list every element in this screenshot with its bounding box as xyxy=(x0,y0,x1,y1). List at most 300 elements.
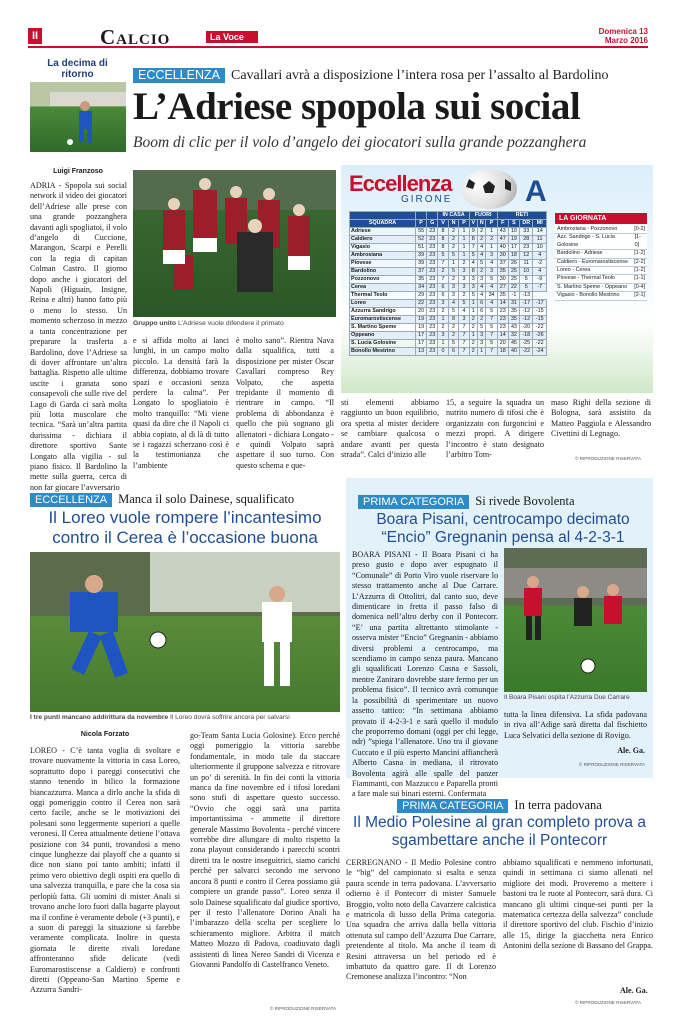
loreo-col-2: go-Team Santa Lucia Golosine). Ecco perché oggi pomeriggio la vittoria sarebbe fondamentale, in modo tale da staccare ulteriormente il gruppone salvezza e ritrovare un po’ di serenità. In fin dei conti la vittoria manca da fine novembre ed i tifosi loredani sono stufi di aspettare questo successo. “Ovvio che oggi sarà una partita importantissima - ammette il direttore generale Massimo Bovolenta - perché vincere vorrebbe dire allungare di molto rispetto la zona playout considerando i parecchi scontri diretti tra le nostre inseguitrici, siamo carichi perché per salvarci secondo me servono ancora 8 punti e contro il Cerea possiamo già compiere un grande passo”. Loreo senza il solo Dainese squalificato dal giudice sportivo, per il resto l’allenatore Dorino Anali ha l’imbarazzo della scelta per scegliere lo schieramento migliore. Arbitra il match Matteo Mozzo di Padova, coadiuvato dagli assistenti di linea Nereo Sandri di Vicenza e Giovanni Pandolfo di Castelfranco Veneto. xyxy=(190,731,340,969)
standings-cell: 1 xyxy=(459,236,469,244)
standings-cell: 5 xyxy=(477,324,486,332)
standings-cell: 5 xyxy=(459,300,469,308)
team-name: Bonollo Mestrino xyxy=(350,348,416,356)
standings-row xyxy=(350,284,547,292)
match-result xyxy=(555,234,647,250)
standings-cell: 1 xyxy=(477,348,486,356)
match-teams: Loreo - Cerea xyxy=(557,267,591,274)
standings-cell: 18 xyxy=(508,252,519,260)
standings-cell: 5 xyxy=(448,308,459,316)
standings-cell: 6 xyxy=(477,300,486,308)
standings-cell: 2 xyxy=(438,268,448,276)
standings-cell: -7 xyxy=(533,284,547,292)
standings-column-header: V xyxy=(438,220,448,228)
standings-cell: -12 xyxy=(520,316,533,324)
standings-row xyxy=(350,292,547,300)
standings-cell: 23 xyxy=(427,236,438,244)
standings-cell: 22 xyxy=(508,284,519,292)
match-score: [2-1] xyxy=(634,292,645,299)
match-result xyxy=(555,259,647,267)
standings-cell: 23 xyxy=(497,316,508,324)
standings-column-header: P xyxy=(416,220,427,228)
standings-cell: 1 xyxy=(448,260,459,268)
standings-cell: 7 xyxy=(438,260,448,268)
standings-cell: 19 xyxy=(416,324,427,332)
standings-cell: 3 xyxy=(459,276,469,284)
boara-caption: Il Boara Pisani ospita l’Azzurra Due Carrare xyxy=(504,694,630,701)
standings-cell: 34 xyxy=(486,292,497,300)
page-header xyxy=(28,26,648,48)
standings-cell: 10 xyxy=(520,268,533,276)
match-score: [1-0] xyxy=(634,234,641,248)
standings-cell: 12 xyxy=(520,252,533,260)
standings-cell: 1 xyxy=(469,332,477,340)
standings-group-header: IN CASA xyxy=(438,212,469,220)
section-marker: II xyxy=(28,28,42,44)
standings-cell: 2 xyxy=(438,324,448,332)
standings-cell: 3 xyxy=(469,284,477,292)
standings-cell: 20 xyxy=(416,308,427,316)
standings-cell: 7 xyxy=(459,348,469,356)
main-kicker xyxy=(133,66,653,82)
standings-cell: 7 xyxy=(469,244,477,252)
boara-kicker-text: Si rivede Bovolenta xyxy=(475,494,575,508)
standings-cell: 23 xyxy=(497,324,508,332)
standings-cell: 26 xyxy=(508,260,519,268)
standings-cell: 8 xyxy=(438,244,448,252)
standings-cell: 23 xyxy=(427,260,438,268)
standings-cell: 3 xyxy=(486,252,497,260)
standings-group-header: RETI xyxy=(497,212,546,220)
standings-cell: 3 xyxy=(486,268,497,276)
standings-cell: -22 xyxy=(520,348,533,356)
standings-cell: 52 xyxy=(416,236,427,244)
boara-tag: PRIMA CATEGORIA xyxy=(358,495,469,509)
standings-cell: -2 xyxy=(533,260,547,268)
standings-cell: 2 xyxy=(459,260,469,268)
standings-cell: 8 xyxy=(448,316,459,324)
standings-cell: 3 xyxy=(477,276,486,284)
standings-row xyxy=(350,252,547,260)
ball-pattern xyxy=(461,169,517,209)
standings-cell: 17 xyxy=(416,340,427,348)
standings-row xyxy=(350,236,547,244)
team-name: Euromarostiscense xyxy=(350,316,416,324)
standings-row xyxy=(350,348,547,356)
standings-cell: 43 xyxy=(508,324,519,332)
standings-cell: 25 xyxy=(508,268,519,276)
standings-cell: 2 xyxy=(477,268,486,276)
loreo-copyright: © RIPRODUZIONE RISERVATA xyxy=(270,1006,337,1011)
standings-cell: 35 xyxy=(508,308,519,316)
standings-cell: 2 xyxy=(477,316,486,324)
team-name: S. Lucia Golosine xyxy=(350,340,416,348)
standings-cell: 5 xyxy=(520,284,533,292)
medio-col-1: CERREGNANO - Il Medio Polesine contro le “big” del campionato si esalta e senza paura scende in terra padovana. L’avversario odierno è il Pontecorr di mister Samuele Broggio, volto noto della Cavarzere calcistica e matricola di lusso della Prima categoria. Una squadra che arriva dalla bella vittoria ottenuta sul campo dell’Azzurra Due Carrare, pretendente al titolo. Ma anche il team di Resini attraversa un bel periodo ed è imbattuto da quattro gare. Il dt Lorenzo Cremonese analizza l’incontro: “Non xyxy=(346,858,496,982)
standings-cell: 5 xyxy=(469,292,477,300)
standings-column-header: SQUADRA xyxy=(350,220,416,228)
standings-cell: 2 xyxy=(469,340,477,348)
main-col-3: è molto sano”. Rientra Nava dalla squalifica, tutti a disposizione per mister Oscar Cavallari compreso Rey Volpato, che aspetta trepidante il momento di rientrare in campo. “Il problema di abbondanza è quello che più sognano gli allenatori - dichiara Longato - e quindi Volpato saprà aspettare il suo turno. Con questo schema e que- xyxy=(236,336,334,470)
standings-cell: 23 xyxy=(427,268,438,276)
standings-cell: 23 xyxy=(520,244,533,252)
standings-cell: 28 xyxy=(520,236,533,244)
standings-cell: 11 xyxy=(533,236,547,244)
main-col-5: 15, a seguire la squadra un nutrito numero di tifosi che è organizzato con furgoncini e mezzi propri. A dirigere l’incontro è stato designato l’arbitro Tom- xyxy=(446,398,544,460)
match-result xyxy=(555,292,647,300)
loreo-caption-text: Il Loreo dovrà soffrire ancora per salvarsi xyxy=(169,714,290,721)
standings-cell: 33 xyxy=(520,228,533,236)
loreo-kicker xyxy=(30,490,340,506)
standings-cell: -24 xyxy=(533,348,547,356)
standings-cell: 35 xyxy=(508,316,519,324)
team-name: Vigasio xyxy=(350,244,416,252)
team-name: Piovese xyxy=(350,260,416,268)
standings-cell: 3 xyxy=(477,332,486,340)
standings-cell: 2 xyxy=(486,236,497,244)
standings-cell: 2 xyxy=(469,316,477,324)
standings-cell: 4 xyxy=(486,284,497,292)
standings-cell: 1 xyxy=(469,308,477,316)
main-photo xyxy=(133,170,336,317)
standings-cell: 40 xyxy=(497,244,508,252)
team-name: Azzurra Sandrigo xyxy=(350,308,416,316)
team-name: Bardolino xyxy=(350,268,416,276)
match-result xyxy=(555,226,647,234)
main-kicker-text: Cavallari avrà a disposizione l’intera rosa per l’assalto al Bardolino xyxy=(230,68,609,83)
side-photo xyxy=(30,82,126,152)
standings-table-wrap xyxy=(349,211,547,356)
giornata-list xyxy=(555,226,647,301)
standings-cell: 3 xyxy=(459,316,469,324)
standings-cell: 13 xyxy=(416,348,427,356)
match-result xyxy=(555,284,647,292)
standings-cell: 2 xyxy=(469,348,477,356)
team-name: Thermal Teolo xyxy=(350,292,416,300)
standings-cell: 31 xyxy=(508,300,519,308)
standings-cell: -17 xyxy=(533,300,547,308)
boara-col-1: BOARA PISANI - Il Boara Pisani ci ha preso gusto e dopo aver espugnato il “Comunale” di Porto Viro vuole riservare lo stesso trattamento anche al Due Carrare. L’Azzurra di Ottolitri, dal canto suo, deve dimenticare in fretta il passo falso di domenica nell’altro derby con il Pontecorr. “E’ una partita altrettanto stimolante - osserva mister “Encio” Gregnanin - abbiamo diversi problemi a centrocampo, ma scendiamo in campo senza paura. Mancano gli squalificati Lorenzo Casna e Sassoli, mentre Zaniraro dovrebbe stare fermo per un problema fisico”. Il tecnico avrà comunque la possibilità di sperimentare un nuovo assetto tattico: “In settimana abbiamo provato il 4-2-3-1 e sarà quello il modulo che proporremo domani (oggi per chi legge, ndr) ”spiega l’allenatore. Uno tra il giovane Cuccato e il più esperto Mancini affiancherà Alberto Casna in mediana, il ritrovato Bovolenta agirà alle spalle del panzer Fiammanti, con Mazzucco e Paparella pronti a fare male sui binari esterni. Confermata xyxy=(352,550,498,799)
caption-bold: Gruppo unito xyxy=(133,320,177,327)
standings-cell: -1 xyxy=(508,292,519,300)
standings-cell: 43 xyxy=(497,228,508,236)
standings-cell: 3 xyxy=(438,332,448,340)
standings-column-header: P xyxy=(459,220,469,228)
standings-cell: 47 xyxy=(497,236,508,244)
newspaper-name: La Voce xyxy=(206,31,258,43)
standings-column-header: DR xyxy=(520,220,533,228)
main-col-6: maso Righi della sezione di Bologna, sarà assistito da Matteo Paggiola e Alessandro Civettini di Legnago. xyxy=(551,398,651,439)
loreo-kicker-text: Manca il solo Dainese, squalificato xyxy=(118,492,295,506)
standings-cell: 8 xyxy=(469,268,477,276)
standings-row xyxy=(350,268,547,276)
standings-cell: 1 xyxy=(438,340,448,348)
standings-cell: 5 xyxy=(486,276,497,284)
celebration-image xyxy=(133,170,336,317)
match-score: [2-2] xyxy=(634,258,645,265)
loreo-title: Il Loreo vuole rompere l’incantesimo contro il Cerea è l’occasione buona xyxy=(48,508,322,547)
standings-cell: 8 xyxy=(438,236,448,244)
giornata-box xyxy=(555,213,647,301)
standings-cell: 23 xyxy=(427,252,438,260)
medio-col-2: abbiamo squalificati e nemmeno infortunati, quindi in settimana ci siamo allenati nel migliore dei modi. Proveremo a mettere i bastoni tra le ruote al Pontecorr, sarà dura. Ci mancano gli ultimi cinque-sei punti per la matematica certezza della salvezza” conclude il direttore sportivo del club. Fischio d’inizio alle 15, dirige la giacchetta nera Enrico Antonini della sezione di Bassano del Grappa. xyxy=(503,858,653,951)
giornata-title: LA GIORNATA xyxy=(555,213,647,224)
main-tag: ECCELLENZA xyxy=(133,68,225,83)
standings-row xyxy=(350,340,547,348)
standings-cell: -20 xyxy=(520,324,533,332)
loreo-photo xyxy=(30,552,340,712)
standings-cell: 23 xyxy=(427,348,438,356)
standings-group-header: FUORI xyxy=(469,212,497,220)
standings-cell: 4 xyxy=(486,260,497,268)
standings-cell: 17 xyxy=(416,332,427,340)
standings-cell: 22 xyxy=(416,300,427,308)
boara-box xyxy=(346,478,653,799)
standings-cell: -22 xyxy=(533,324,547,332)
team-name: Caldiero xyxy=(350,236,416,244)
standings-cell: 1 xyxy=(486,244,497,252)
main-subtitle: Boom di clic per il volo d’angelo dei giocatori sulla grande pozzanghera xyxy=(133,134,587,151)
standings-cell: 2 xyxy=(459,292,469,300)
standings-cell: 23 xyxy=(427,228,438,236)
standings-cell: 6 xyxy=(438,284,448,292)
standings-cell: 6 xyxy=(477,308,486,316)
main-photo-caption xyxy=(133,320,336,327)
boara-col-2: tutta la linea difensiva. La sfida padovana in riva all’Adige sarà diretta dal fischietto Luca Selvatici della sezione di Rovigo. xyxy=(504,710,647,740)
medio-kicker xyxy=(346,796,653,814)
loreo-caption-bold: I tre punti mancano addirittura da novembre xyxy=(30,714,169,721)
standings-column-header: P xyxy=(486,220,497,228)
standings-cell: 4 xyxy=(459,308,469,316)
player-image xyxy=(30,82,126,152)
main-col-4: sti elementi abbiamo raggiunto un buon equilibrio, ora spetta al mister decidere se cambiare qualcosa o andare avanti per questa strada”. Calci d’inizio alle xyxy=(341,398,439,460)
main-copyright: © RIPRODUZIONE RISERVATA xyxy=(575,456,642,461)
match-score: [1-2] xyxy=(634,250,645,257)
standings-row xyxy=(350,332,547,340)
standings-cell: 1 xyxy=(459,252,469,260)
standings-cell: 1 xyxy=(486,228,497,236)
standings-cell: 3 xyxy=(448,292,459,300)
standings-group: GIRONE xyxy=(401,194,453,205)
standings-column-header: N xyxy=(448,220,459,228)
standings-cell: 23 xyxy=(427,292,438,300)
boara-photo xyxy=(504,548,647,692)
match-score: [1-2] xyxy=(634,267,645,274)
match-teams: Piovese - Thermal Teolo xyxy=(557,275,615,282)
standings-title: Eccellenza xyxy=(349,171,452,196)
standings-cell: 23 xyxy=(427,308,438,316)
standings-cell: 4 xyxy=(533,268,547,276)
standings-cell: 9 xyxy=(469,228,477,236)
standings-row xyxy=(350,276,547,284)
standings-cell: -12 xyxy=(520,308,533,316)
standings-cell: 3 xyxy=(459,268,469,276)
date: Domenica 13 Marzo 2016 xyxy=(598,27,648,45)
match-teams: Caldiero - Euromarostiscense xyxy=(557,258,629,265)
standings-cell: 7 xyxy=(459,332,469,340)
standings-cell: 11 xyxy=(520,260,533,268)
standings-column-header: MI xyxy=(533,220,547,228)
standings-cell: -15 xyxy=(533,316,547,324)
standings-cell: -17 xyxy=(520,300,533,308)
standings-cell: 5 xyxy=(486,340,497,348)
standings-row xyxy=(350,244,547,252)
standings-cell: -13 xyxy=(520,292,533,300)
standings-cell: 5 xyxy=(477,260,486,268)
standings-column-header: V xyxy=(469,220,477,228)
standings-cell: 30 xyxy=(497,276,508,284)
standings-cell: 2 xyxy=(448,228,459,236)
standings-cell: -26 xyxy=(533,332,547,340)
standings-cell: 14 xyxy=(497,300,508,308)
standings-cell: -22 xyxy=(533,340,547,348)
team-name: Pozzonovo xyxy=(350,276,416,284)
caption-text: L’Adriese vuole difendere il primato xyxy=(177,320,284,327)
standings-column-header: F xyxy=(497,220,508,228)
standings-cell: 10 xyxy=(533,244,547,252)
standings-letter: A xyxy=(525,175,547,208)
standings-cell: 40 xyxy=(508,348,519,356)
main-title: L’Adriese spopola sui social xyxy=(133,85,581,128)
standings-cell: -18 xyxy=(520,332,533,340)
match-teams: Vigasio - Bonollo Mestrino xyxy=(557,292,620,299)
standings-row xyxy=(350,316,547,324)
standings-cell: -25 xyxy=(520,340,533,348)
soccer-ball-icon xyxy=(461,169,517,209)
standings-cell: 19 xyxy=(508,236,519,244)
loreo-author: Nicola Forzato xyxy=(80,731,130,738)
standings-cell: 3 xyxy=(438,300,448,308)
standings-cell: 5 xyxy=(448,340,459,348)
standings-cell: 2 xyxy=(448,324,459,332)
standings-cell: 1 xyxy=(459,228,469,236)
standings-cell: 30 xyxy=(497,252,508,260)
standings-box xyxy=(341,165,653,393)
standings-cell: 20 xyxy=(497,340,508,348)
standings-cell: 5 xyxy=(469,252,477,260)
standings-cell: 4 xyxy=(533,252,547,260)
standings-cell: 1 xyxy=(469,300,477,308)
standings-cell: 23 xyxy=(427,332,438,340)
team-name: Adriese xyxy=(350,228,416,236)
standings-cell: 2 xyxy=(438,308,448,316)
standings-cell: 23 xyxy=(497,308,508,316)
team-name: Ambrosiana xyxy=(350,252,416,260)
standings-cell: 51 xyxy=(416,244,427,252)
standings-table xyxy=(349,211,547,356)
standings-cell: 35 xyxy=(497,268,508,276)
boara-match-image xyxy=(504,548,647,692)
standings-cell: 0 xyxy=(438,348,448,356)
section-title: Calcio xyxy=(100,25,171,49)
standings-row xyxy=(350,260,547,268)
standings-cell: 23 xyxy=(427,276,438,284)
standings-cell: 37 xyxy=(497,260,508,268)
medio-copyright: © RIPRODUZIONE RISERVATA xyxy=(575,1000,642,1005)
standings-cell: 7 xyxy=(486,316,497,324)
standings-column-header: G xyxy=(427,220,438,228)
standings-cell: 45 xyxy=(508,340,519,348)
match-result xyxy=(555,250,647,258)
standings-row xyxy=(350,308,547,316)
standings-cell: 4 xyxy=(486,300,497,308)
standings-cell: 10 xyxy=(508,228,519,236)
standings-cell: 3 xyxy=(469,276,477,284)
standings-cell: 7 xyxy=(459,340,469,348)
standings-cell: 1 xyxy=(459,244,469,252)
match-teams: Ambrosiana - Pozzonovo xyxy=(557,226,618,232)
standings-cell: 23 xyxy=(427,316,438,324)
team-name: Cerea xyxy=(350,284,416,292)
team-name: Loreo xyxy=(350,300,416,308)
standings-cell: 6 xyxy=(448,348,459,356)
match-image xyxy=(30,552,340,712)
standings-cell: 2 xyxy=(448,244,459,252)
match-result xyxy=(555,267,647,275)
standings-cell: 2 xyxy=(469,324,477,332)
standings-cell: 19 xyxy=(416,316,427,324)
standings-cell: 35 xyxy=(497,292,508,300)
team-name: S. Martino Speme xyxy=(350,324,416,332)
standings-cell: 23 xyxy=(427,284,438,292)
medio-sign: Ale. Ga. xyxy=(620,986,648,995)
standings-column-header: N xyxy=(477,220,486,228)
standings-cell: 55 xyxy=(416,228,427,236)
standings-row xyxy=(350,228,547,236)
standings-cell: 14 xyxy=(497,332,508,340)
standings-cell: 7 xyxy=(486,348,497,356)
match-score: [0-2] xyxy=(634,226,645,232)
match-teams: S. Martino Speme - Oppeano xyxy=(557,283,628,290)
standings-cell: 7 xyxy=(486,332,497,340)
side-author: Luigi Franzoso xyxy=(53,168,103,175)
standings-cell: 23 xyxy=(427,300,438,308)
standings-row xyxy=(350,324,547,332)
standings-cell: 8 xyxy=(438,228,448,236)
loreo-tag: ECCELLENZA xyxy=(30,493,112,507)
standings-cell: 4 xyxy=(477,284,486,292)
standings-cell: 17 xyxy=(508,244,519,252)
standings-row xyxy=(350,300,547,308)
standings-cell: 3 xyxy=(448,284,459,292)
standings-cell: -15 xyxy=(533,308,547,316)
standings-cell: 2 xyxy=(448,276,459,284)
standings-cell: 14 xyxy=(533,228,547,236)
standings-cell: 39 xyxy=(416,260,427,268)
loreo-col-1: LOREO - C’è tanta voglia di svoltare e trovare nuovamente la vittoria in casa Loreo, soprattutto dopo i pareggi consecutivi che stanno tenendo in bilico la formazione biancazzurra. Manca a dirlo anche la sfida di oggi pomeriggio contro il Cerea non sarà certo facile, anche se le motivazioni dei polesani sono leggermente superiori a quelle veronesi. Il Cerea attualmente detiene l’ottava posizione con 34 punti, trovandosi a meno cinque lunghezze dai playoff che a quanto si dice non siano poi tanto ambiti; infatti il primo vero obiettivo degli ospiti era quello di una salvezza tranquilla, e pare che la cosa sia perlopiù fatta. Gli uomini di mister Anali si trovano anche loro fuori dalla bagarre playout ma il confine è veramente debole (+3 punti), e a suon di pareggi la situazione si farebbe veramente complicata. Inoltre in questa giornata le dirette rivali loredane affronteranno sfide delicate (vedi Euromarostiscense a Caldiero) e confronti diretti (Oppeano-San Martino Speme e Azzurra Sandri- xyxy=(30,746,180,995)
match-teams: Azz. Sandrigo - S. Lucia Golosine xyxy=(557,234,615,248)
standings-cell: 2 xyxy=(448,332,459,340)
standings-cell: 2 xyxy=(477,236,486,244)
standings-cell: 34 xyxy=(416,284,427,292)
standings-cell: 35 xyxy=(416,276,427,284)
standings-cell: 5 xyxy=(486,324,497,332)
standings-cell: 2 xyxy=(448,236,459,244)
medio-kicker-text: In terra padovana xyxy=(514,798,602,812)
standings-cell: 4 xyxy=(477,244,486,252)
standings-cell: 27 xyxy=(497,284,508,292)
standings-cell: 5 xyxy=(438,252,448,260)
standings-cell: 2 xyxy=(477,228,486,236)
loreo-caption xyxy=(30,714,340,721)
standings-cell: 39 xyxy=(416,252,427,260)
match-score: [1-1] xyxy=(634,275,645,282)
standings-cell: 32 xyxy=(508,332,519,340)
standings-cell: 5 xyxy=(448,268,459,276)
standings-cell: 5 xyxy=(448,252,459,260)
match-teams: Bardolino - Adriese xyxy=(557,250,603,257)
standings-column-header: S xyxy=(508,220,519,228)
